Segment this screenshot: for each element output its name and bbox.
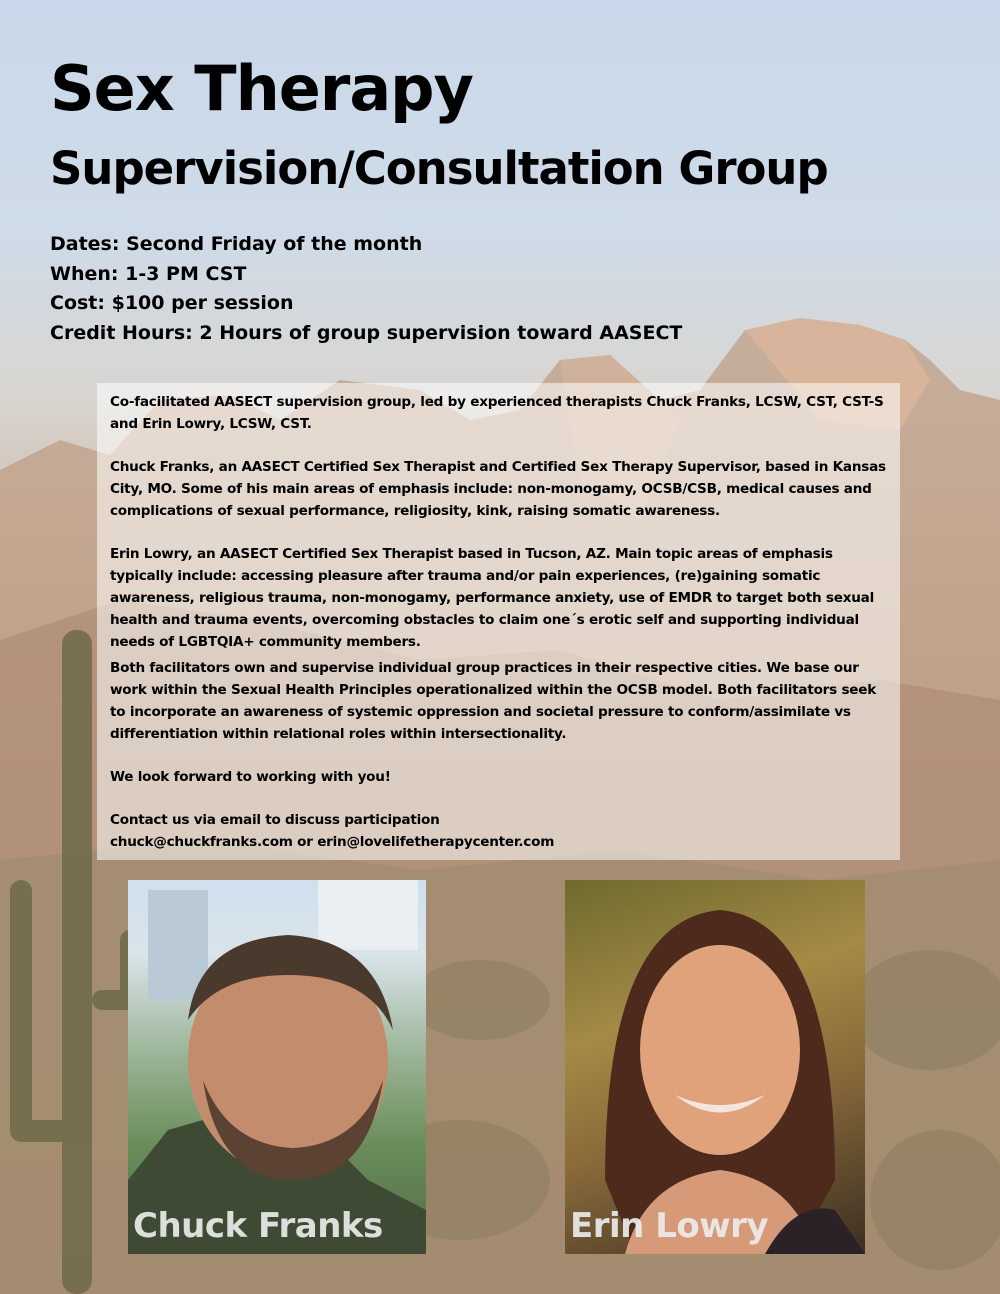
chuck-franks-photo [128,880,426,1254]
facilitators-paragraph: Both facilitators own and supervise individual group practices in their respective cities. We base our work within the Sexual Health Principles operationalized within the OCSB model. Both facilitators seek to incorporate an awareness of systemic oppression and societal pressure to conform/assimilate vs differentiation within relational roles within intersectionality. [110,660,877,742]
description-panel [97,383,900,860]
page-title: Sex Therapy [50,52,473,125]
page-subtitle: Supervision/Consultation Group [50,142,828,195]
detail-dates: Dates: Second Friday of the month [50,233,423,255]
event-details [50,230,682,348]
erin-lowry-photo [565,880,865,1254]
chuck-franks-caption: Chuck Franks [133,1206,383,1246]
intro-paragraph: Co-facilitated AASECT supervision group, led by experienced therapists Chuck Franks, LCSW, CST, CST-S and Erin Lowry, LCSW, CST. [110,394,884,432]
contact-emails[interactable]: chuck@chuckfranks.com or erin@lovelifetherapycenter.com [110,834,555,850]
detail-credit-hours: Credit Hours: 2 Hours of group supervision toward AASECT [50,321,683,344]
erin-lowry-caption: Erin Lowry [570,1206,769,1246]
chuck-bio-paragraph: Chuck Franks, an AASECT Certified Sex Therapist and Certified Sex Therapy Supervisor, based in Kansas City, MO. Some of his main areas of emphasis include: non-monogamy, OCSB/CSB, medical causes and complications of sexual performance, religiosity, kink, raising somatic awareness. [110,459,886,519]
closing-line: We look forward to working with you! [110,769,391,785]
detail-when: When: 1-3 PM CST [50,262,247,285]
contact-label: Contact us via email to discuss participation [110,812,440,828]
erin-bio-paragraph: Erin Lowry, an AASECT Certified Sex Therapist based in Tucson, AZ. Main topic areas of emphasis typically include: accessing pleasure after trauma and/or pain experiences, (re)gaining somatic awareness, religious trauma, non-monogamy, performance anxiety, use of EMDR to target both sexual health and trauma events, overcoming obstacles to claim one´s erotic self and supporting individual needs of LGBTQIA+ community members. [110,546,874,650]
detail-cost: Cost: $100 per session [50,292,294,314]
